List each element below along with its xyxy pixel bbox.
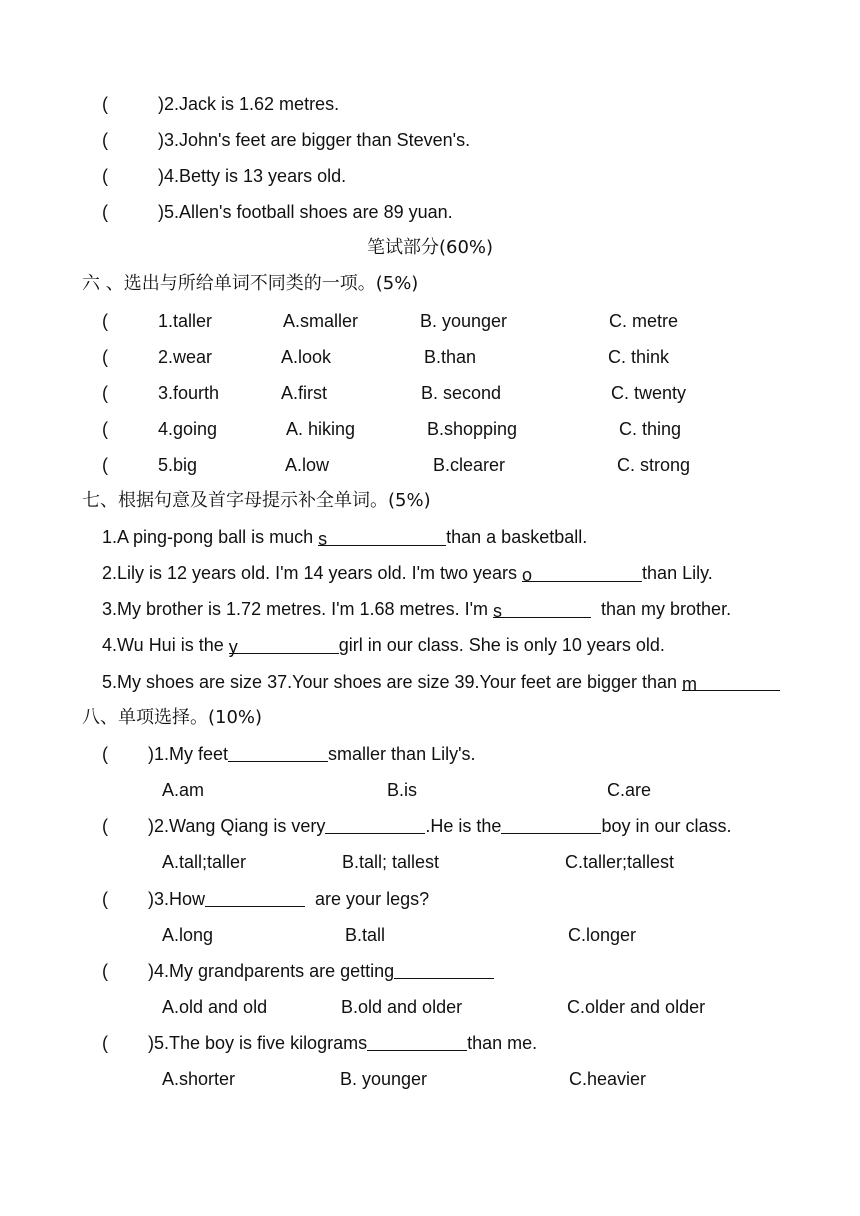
option-c: C. twenty (611, 383, 687, 403)
option-a: A.tall;taller (162, 852, 247, 872)
option-c: C.taller;tallest (565, 852, 675, 872)
statement-text: 3.John's feet are bigger than Steven's. (164, 130, 471, 150)
open-paren: ( (102, 202, 108, 222)
option-c: C. thing (619, 419, 682, 439)
close-paren: ) (158, 130, 164, 150)
statement-text: 5.Allen's football shoes are 89 yuan. (164, 202, 453, 222)
option-b: B.tall; tallest (342, 852, 440, 872)
option-a: A.shorter (162, 1069, 236, 1089)
fill-in-item: 1.A ping-pong ball is much s than a basketball. (102, 527, 588, 549)
question-word: 2.wear (158, 347, 213, 367)
option-c: C.longer (568, 925, 637, 945)
option-b: B.tall (345, 925, 386, 945)
fill-in-item: 5.My shoes are size 37.Your shoes are size 39.Your feet are bigger than m (102, 670, 780, 694)
fill-in-item: 4.Wu Hui is the y girl in our class. She is only 10 years old. (102, 635, 665, 657)
option-a: A. hiking (286, 419, 356, 439)
option-b: B.clearer (433, 455, 506, 475)
option-b: B. younger (420, 311, 508, 331)
option-b: B.is (387, 780, 418, 800)
question-word: 4.going (158, 419, 218, 439)
question-word: 3.fourth (158, 383, 220, 403)
answer-blank[interactable]: s (318, 527, 446, 546)
option-c: C. think (608, 347, 670, 367)
answer-blank[interactable]: y (229, 635, 339, 654)
section7-title: 七、根据句意及首字母提示补全单词。(5%) (82, 490, 431, 511)
option-c: C.older and older (567, 997, 706, 1017)
mc-question: )5.The boy is five kilograms than me. (148, 1033, 538, 1053)
written-section-title: 笔试部分(60%) (367, 237, 494, 258)
option-a: A.smaller (283, 311, 359, 331)
open-paren: ( (102, 94, 108, 114)
answer-blank[interactable] (228, 743, 328, 762)
statement-text: 4.Betty is 13 years old. (164, 166, 347, 186)
option-b: B. younger (340, 1069, 428, 1089)
option-b: B.than (424, 347, 477, 367)
option-c: C. strong (617, 455, 691, 475)
question-word: 1.taller (158, 311, 213, 331)
answer-blank[interactable]: s (493, 599, 591, 618)
mc-question: )4.My grandparents are getting (148, 959, 494, 983)
answer-blank[interactable]: o (522, 563, 642, 582)
answer-blank[interactable] (325, 815, 425, 834)
answer-blank[interactable] (205, 888, 305, 907)
answer-blank[interactable]: m (682, 672, 780, 691)
open-paren: ( (102, 130, 108, 150)
mc-question: )2.Wang Qiang is very .He is the boy in our class. (148, 816, 732, 836)
section6-title: 六 、选出与所给单词不同类的一项。(5%) (82, 273, 419, 294)
option-c: C.heavier (569, 1069, 647, 1089)
close-paren: ) (158, 94, 164, 114)
mc-question: )1.My feet smaller than Lily's. (148, 744, 476, 764)
answer-blank[interactable] (394, 960, 494, 979)
fill-in-item: 2.Lily is 12 years old. I'm 14 years old. I'm two years o than Lily. (102, 563, 713, 585)
option-a: A.am (162, 780, 205, 800)
option-a: A.first (281, 383, 328, 403)
option-c: C.are (607, 780, 652, 800)
fill-in-item: 3.My brother is 1.72 metres. I'm 1.68 metres. I'm s than my brother. (102, 599, 732, 621)
statement-text: 2.Jack is 1.62 metres. (164, 94, 340, 114)
open-paren: ( (102, 166, 108, 186)
option-b: B.old and older (341, 997, 463, 1017)
option-b: B. second (421, 383, 502, 403)
section8-title: 八、单项选择。(10%) (82, 707, 263, 728)
question-word: 5.big (158, 455, 198, 475)
mc-question: )3.How are your legs? (148, 889, 430, 909)
option-a: A.old and old (162, 997, 268, 1017)
close-paren: ) (158, 202, 164, 222)
option-c: C. metre (609, 311, 679, 331)
answer-blank[interactable] (367, 1032, 467, 1051)
option-a: A.look (281, 347, 332, 367)
option-a: A.low (285, 455, 330, 475)
option-b: B.shopping (427, 419, 518, 439)
option-a: A.long (162, 925, 214, 945)
answer-blank[interactable] (501, 815, 601, 834)
close-paren: ) (158, 166, 164, 186)
